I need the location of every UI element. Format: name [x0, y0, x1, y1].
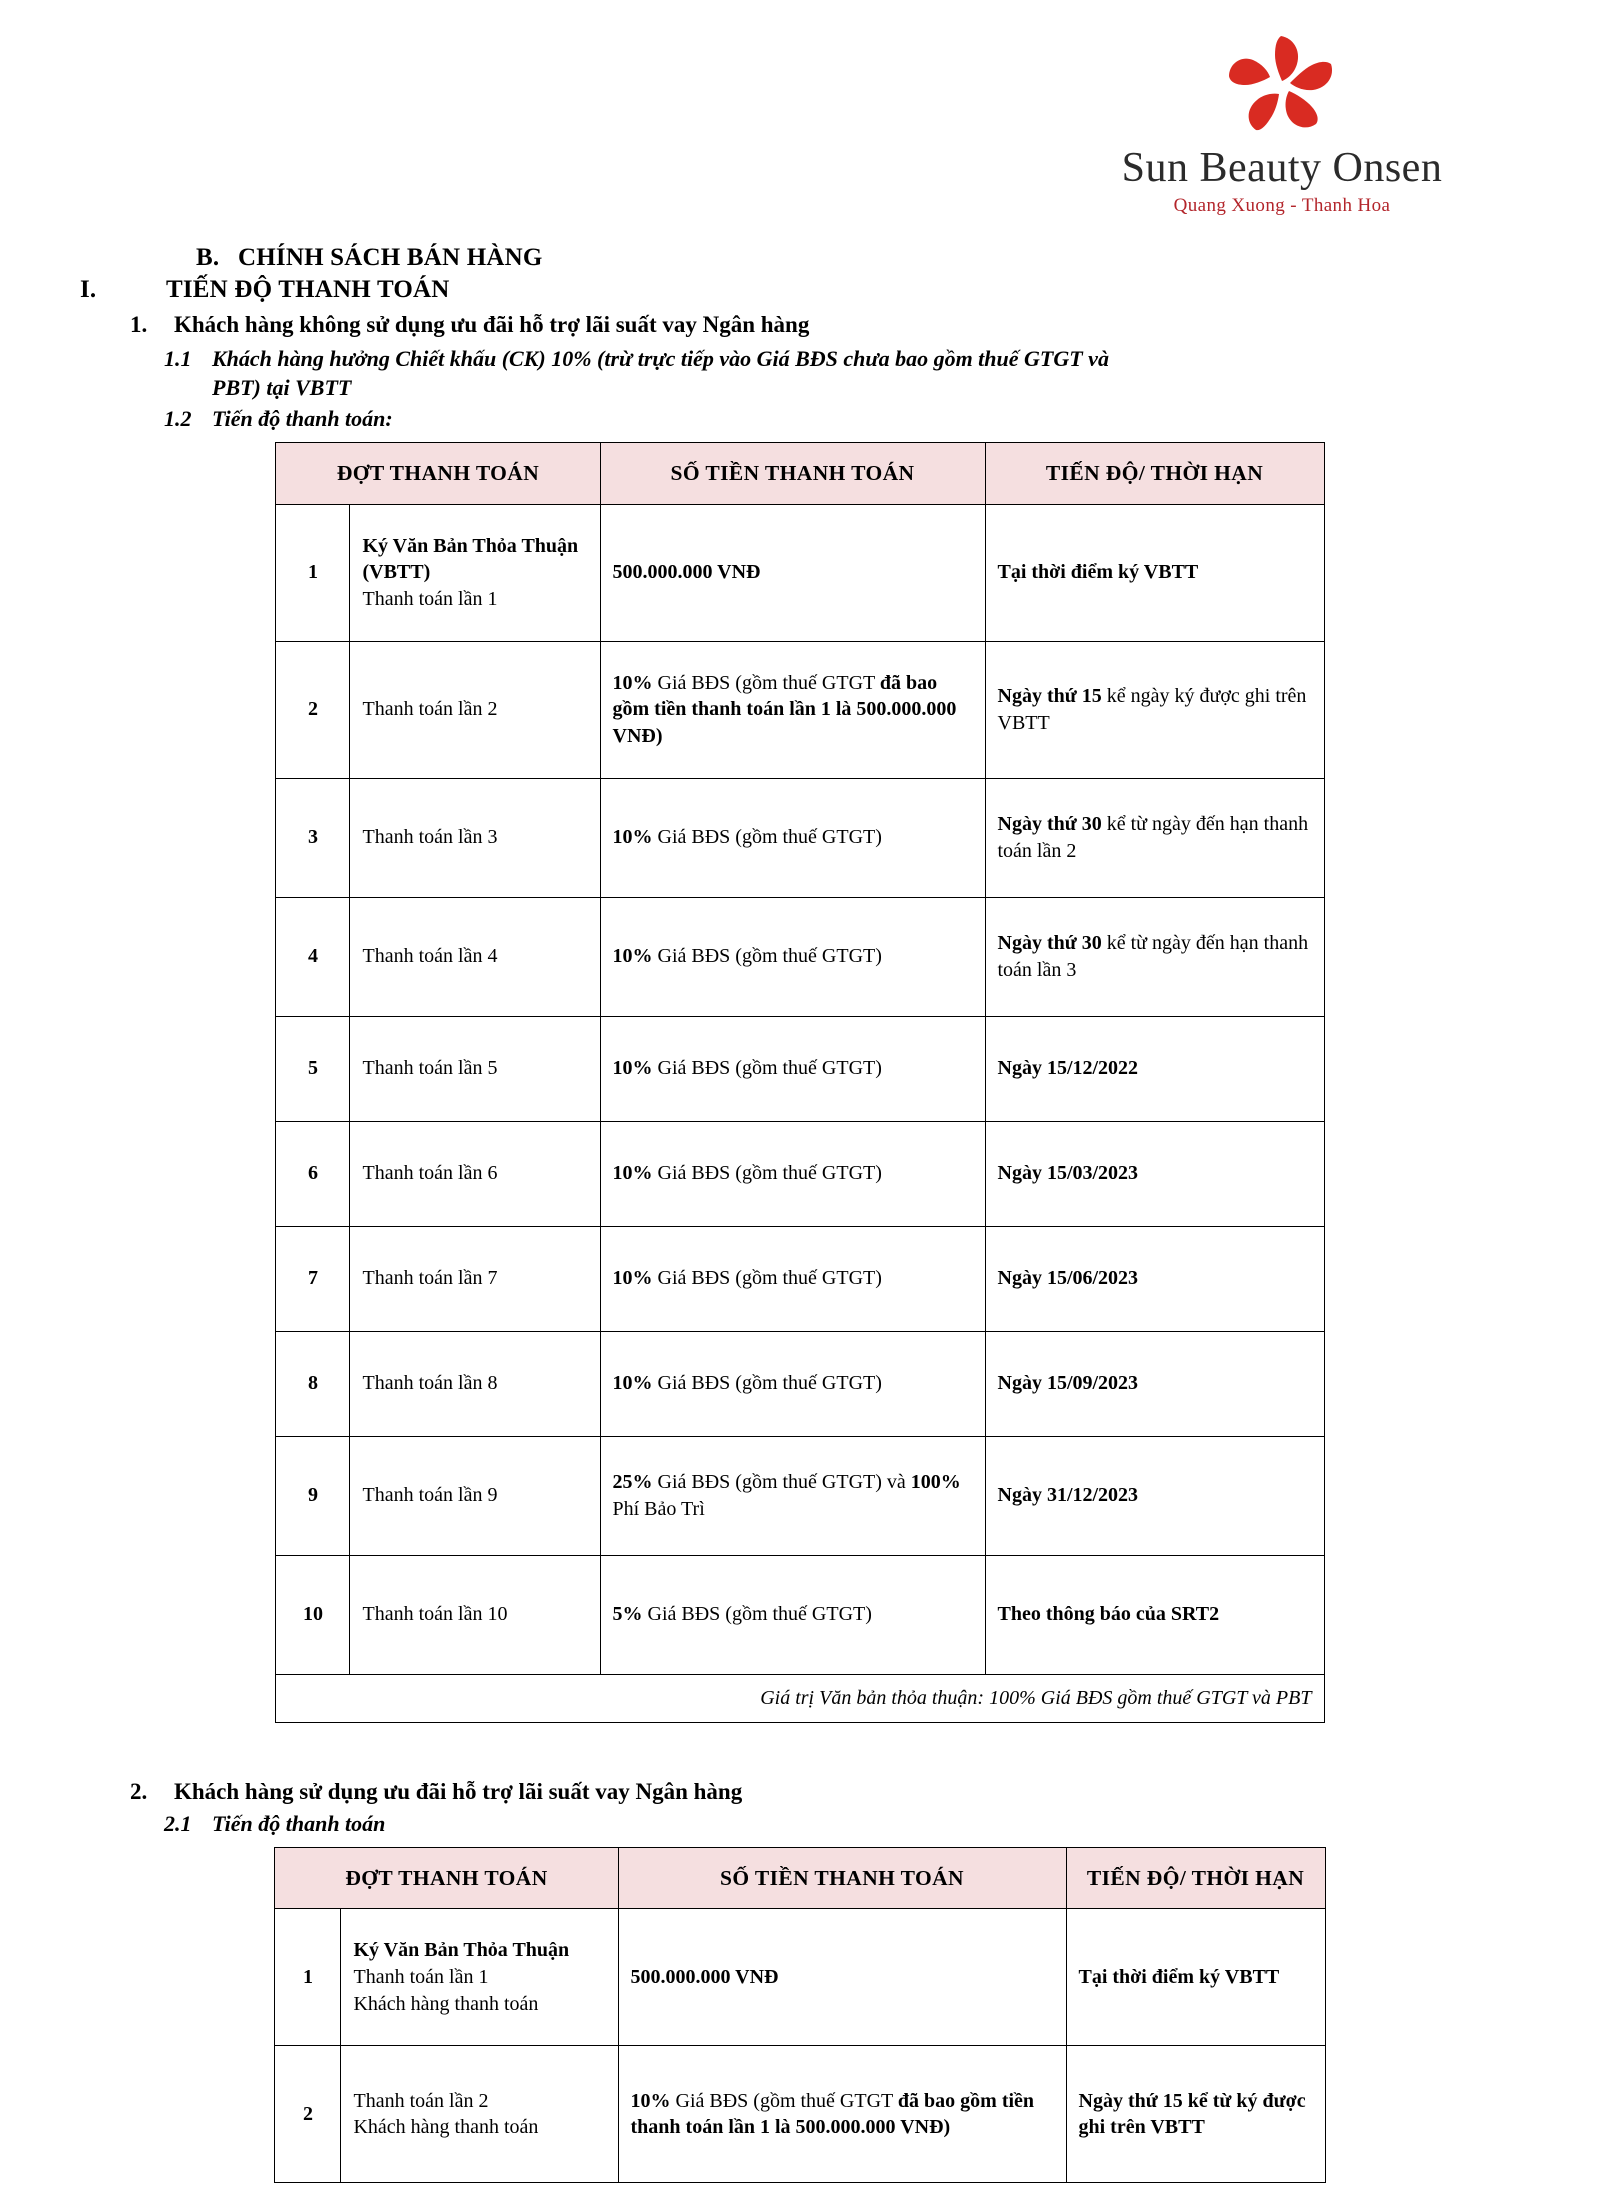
row-description-normal: Thanh toán lần 4 — [362, 945, 498, 968]
heading-1-2-marker: 1.2 — [164, 406, 192, 432]
row-amount — [600, 1226, 985, 1331]
row-number: 10 — [276, 1555, 350, 1674]
column-header-tien-do: TIẾN ĐỘ/ THỜI HẠN — [985, 443, 1324, 505]
row-number: 1 — [275, 1909, 341, 2046]
row-term-bold: Theo thông báo của SRT2 — [997, 1603, 1220, 1626]
row-amount-bold: 500.000.000 VNĐ — [612, 561, 761, 584]
row-term — [985, 504, 1324, 641]
row-description-normal-1: Thanh toán lần 2 — [353, 2089, 489, 2112]
row-amount-normal: Giá BĐS (gồm thuế GTGT — [652, 671, 880, 694]
heading-1-title: Khách hàng không sử dụng ưu đãi hỗ trợ lãi suất vay Ngân hàng — [174, 312, 810, 337]
table-header-row — [275, 1847, 1325, 1909]
row-amount — [618, 1909, 1066, 2046]
row-description-normal: Thanh toán lần 8 — [362, 1372, 498, 1395]
row-amount — [600, 778, 985, 897]
table-row — [276, 1226, 1324, 1331]
row-amount-bold: 10% — [612, 1162, 653, 1185]
heading-item-2 — [0, 1779, 1600, 1805]
row-number: 3 — [276, 778, 350, 897]
table-footnote: Giá trị Văn bản thỏa thuận: 100% Giá BĐS gồm thuế GTGT và PBT — [276, 1674, 1324, 1722]
row-number: 9 — [276, 1436, 350, 1555]
row-amount — [600, 504, 985, 641]
heading-item-1-2 — [0, 406, 1600, 432]
row-amount-bold: 10% — [630, 2089, 671, 2112]
row-amount — [600, 1016, 985, 1121]
row-number: 2 — [276, 641, 350, 778]
row-amount-bold: 10% — [612, 945, 653, 968]
row-description-normal: Thanh toán lần 1 — [362, 588, 498, 611]
row-amount-normal: Giá BĐS (gồm thuế GTGT) và — [652, 1471, 911, 1494]
column-header-so-tien: SỐ TIỀN THANH TOÁN — [600, 443, 985, 505]
row-description-normal: Thanh toán lần 10 — [362, 1603, 508, 1626]
table-row — [276, 504, 1324, 641]
row-amount-bold-2: 100% — [910, 1471, 961, 1494]
row-amount-bold-2: đã bao gồm tiền thanh toán lần 1 là 500.000.000 VNĐ) — [630, 2089, 1035, 2139]
row-description-bold: Ký Văn Bản Thỏa Thuận (VBTT) — [362, 534, 579, 584]
row-description — [350, 1436, 600, 1555]
heading-b-title: CHÍNH SÁCH BÁN HÀNG — [238, 244, 543, 271]
heading-2-1-marker: 2.1 — [164, 1810, 192, 1836]
row-description — [341, 2046, 618, 2183]
table-row — [276, 1331, 1324, 1436]
heading-1-1-line2: PBT) tại VBTT — [212, 375, 352, 401]
table-row — [276, 897, 1324, 1016]
row-description — [350, 897, 600, 1016]
row-amount — [600, 1555, 985, 1674]
row-amount-normal: Giá BĐS (gồm thuế GTGT) — [652, 826, 882, 849]
row-amount-bold: 5% — [612, 1603, 643, 1626]
row-description — [350, 1016, 600, 1121]
row-description-normal: Thanh toán lần 9 — [362, 1484, 498, 1507]
row-term — [985, 778, 1324, 897]
payment-schedule-table-1 — [275, 442, 1324, 1723]
row-term-normal: kể ngày ký được ghi trên VBTT — [997, 685, 1307, 734]
heading-1-1-marker: 1.1 — [164, 346, 192, 371]
table-footnote-row — [276, 1674, 1324, 1722]
row-term-bold: Ngày thứ 30 — [997, 813, 1102, 836]
payment-schedule-table-1-wrap — [0, 442, 1600, 1723]
row-term — [985, 897, 1324, 1016]
heading-i-title: TIẾN ĐỘ THANH TOÁN — [166, 276, 450, 303]
row-description — [350, 504, 600, 641]
heading-item-1 — [0, 312, 1600, 338]
row-amount-bold-2: đã bao gồm tiền thanh toán lần 1 là 500.000.000 VNĐ) — [612, 671, 957, 748]
row-term-bold: Ngày 31/12/2023 — [997, 1484, 1139, 1507]
table-header-row — [276, 443, 1324, 505]
heading-2-title: Khách hàng sử dụng ưu đãi hỗ trợ lãi suất vay Ngân hàng — [174, 1778, 743, 1804]
row-description-normal: Thanh toán lần 3 — [362, 826, 498, 849]
heading-section-i — [0, 276, 1600, 304]
row-amount-normal: Giá BĐS (gồm thuế GTGT) — [642, 1603, 872, 1626]
column-header-so-tien: SỐ TIỀN THANH TOÁN — [618, 1847, 1066, 1909]
row-term-bold: Ngày thứ 15 kể từ ký được ghi trên VBTT — [1078, 2089, 1306, 2139]
row-amount-bold: 500.000.000 VNĐ — [630, 1966, 779, 1989]
table-row — [276, 641, 1324, 778]
row-term-bold: Ngày 15/03/2023 — [997, 1162, 1139, 1185]
heading-section-b — [0, 244, 1600, 272]
heading-item-1-1 — [0, 344, 1600, 402]
row-description-normal: Thanh toán lần 6 — [362, 1162, 498, 1185]
row-term-bold: Tại thời điểm ký VBTT — [997, 561, 1199, 584]
row-amount — [600, 897, 985, 1016]
row-amount-bold: 10% — [612, 1057, 653, 1080]
heading-b-marker: B. — [196, 244, 220, 271]
row-description-normal: Thanh toán lần 2 — [362, 698, 498, 721]
row-description — [350, 1555, 600, 1674]
row-description-normal: Thanh toán lần 7 — [362, 1267, 498, 1290]
table-row — [275, 2046, 1325, 2183]
row-description-normal-2: Khách hàng thanh toán — [353, 1992, 539, 2015]
brand-logo — [1072, 30, 1492, 217]
row-term — [985, 1436, 1324, 1555]
plumeria-flower-icon — [1072, 30, 1492, 140]
row-amount-normal: Giá BĐS (gồm thuế GTGT — [670, 2089, 898, 2112]
row-amount — [618, 2046, 1066, 2183]
row-term — [1066, 2046, 1325, 2183]
table-row — [276, 1121, 1324, 1226]
row-number: 6 — [276, 1121, 350, 1226]
column-header-dot-thanh-toan: ĐỢT THANH TOÁN — [275, 1847, 618, 1909]
row-amount-normal-2: Phí Bảo Trì — [612, 1497, 705, 1520]
row-number: 1 — [276, 504, 350, 641]
row-term-normal: kể từ ngày đến hạn thanh toán lần 2 — [997, 813, 1309, 862]
row-description — [350, 1331, 600, 1436]
heading-i-marker: I. — [80, 276, 97, 303]
heading-1-marker: 1. — [130, 312, 148, 337]
heading-1-2-title: Tiến độ thanh toán: — [212, 406, 393, 432]
row-description-normal-1: Thanh toán lần 1 — [353, 1966, 489, 1989]
column-header-tien-do: TIẾN ĐỘ/ THỜI HẠN — [1066, 1847, 1325, 1909]
row-amount — [600, 641, 985, 778]
row-term — [985, 1331, 1324, 1436]
row-term-bold: Ngày 15/09/2023 — [997, 1372, 1139, 1395]
row-description-normal-2: Khách hàng thanh toán — [353, 2116, 539, 2139]
row-number: 5 — [276, 1016, 350, 1121]
row-term-bold: Ngày 15/06/2023 — [997, 1267, 1139, 1290]
row-term — [985, 1226, 1324, 1331]
row-amount-bold: 10% — [612, 826, 653, 849]
row-amount-bold: 10% — [612, 1372, 653, 1395]
row-description — [350, 1121, 600, 1226]
row-term-bold: Ngày thứ 15 — [997, 685, 1102, 708]
row-number: 4 — [276, 897, 350, 1016]
row-term-bold: Ngày 15/12/2022 — [997, 1057, 1139, 1080]
row-term — [985, 1121, 1324, 1226]
payment-schedule-table-2 — [274, 1847, 1325, 2184]
heading-2-marker: 2. — [130, 1778, 148, 1804]
row-description-normal: Thanh toán lần 5 — [362, 1057, 498, 1080]
row-description — [350, 778, 600, 897]
logo-name: Sun Beauty Onsen — [1121, 145, 1443, 191]
heading-item-2-1 — [0, 1811, 1600, 1837]
table-row — [275, 1909, 1325, 2046]
row-amount-bold: 10% — [612, 671, 653, 694]
table-row — [276, 1436, 1324, 1555]
row-term-normal: kể từ ngày đến hạn thanh toán lần 3 — [997, 932, 1309, 981]
row-term — [1066, 1909, 1325, 2046]
column-header-dot-thanh-toan: ĐỢT THANH TOÁN — [276, 443, 600, 505]
row-amount-normal: Giá BĐS (gồm thuế GTGT) — [652, 945, 882, 968]
row-amount-normal: Giá BĐS (gồm thuế GTGT) — [652, 1372, 882, 1395]
heading-1-1-line1: Khách hàng hưởng Chiết khấu (CK) 10% (trừ trực tiếp vào Giá BĐS chưa bao gồm thuế GTGT và — [212, 346, 1109, 371]
row-amount — [600, 1436, 985, 1555]
payment-schedule-table-2-wrap — [0, 1847, 1600, 2184]
row-amount-bold: 25% — [612, 1471, 653, 1494]
row-term-bold: Tại thời điểm ký VBTT — [1078, 1966, 1280, 1989]
row-term — [985, 1555, 1324, 1674]
table-row — [276, 1016, 1324, 1121]
row-number: 2 — [275, 2046, 341, 2183]
row-term-bold: Ngày thứ 30 — [997, 932, 1102, 955]
row-amount — [600, 1331, 985, 1436]
row-amount-normal: Giá BĐS (gồm thuế GTGT) — [652, 1162, 882, 1185]
row-description — [350, 1226, 600, 1331]
row-number: 8 — [276, 1331, 350, 1436]
row-description — [341, 1909, 618, 2046]
row-description — [350, 641, 600, 778]
table-row — [276, 1555, 1324, 1674]
heading-2-1-title: Tiến độ thanh toán — [212, 1810, 386, 1836]
row-amount-bold: 10% — [612, 1267, 653, 1290]
logo-subtitle: Quang Xuong - Thanh Hoa — [1173, 195, 1391, 217]
row-description-bold: Ký Văn Bản Thỏa Thuận — [353, 1939, 570, 1962]
row-amount — [600, 1121, 985, 1226]
row-term — [985, 641, 1324, 778]
row-number: 7 — [276, 1226, 350, 1331]
row-amount-normal: Giá BĐS (gồm thuế GTGT) — [652, 1267, 882, 1290]
table-row — [276, 778, 1324, 897]
row-amount-normal: Giá BĐS (gồm thuế GTGT) — [652, 1057, 882, 1080]
row-term — [985, 1016, 1324, 1121]
